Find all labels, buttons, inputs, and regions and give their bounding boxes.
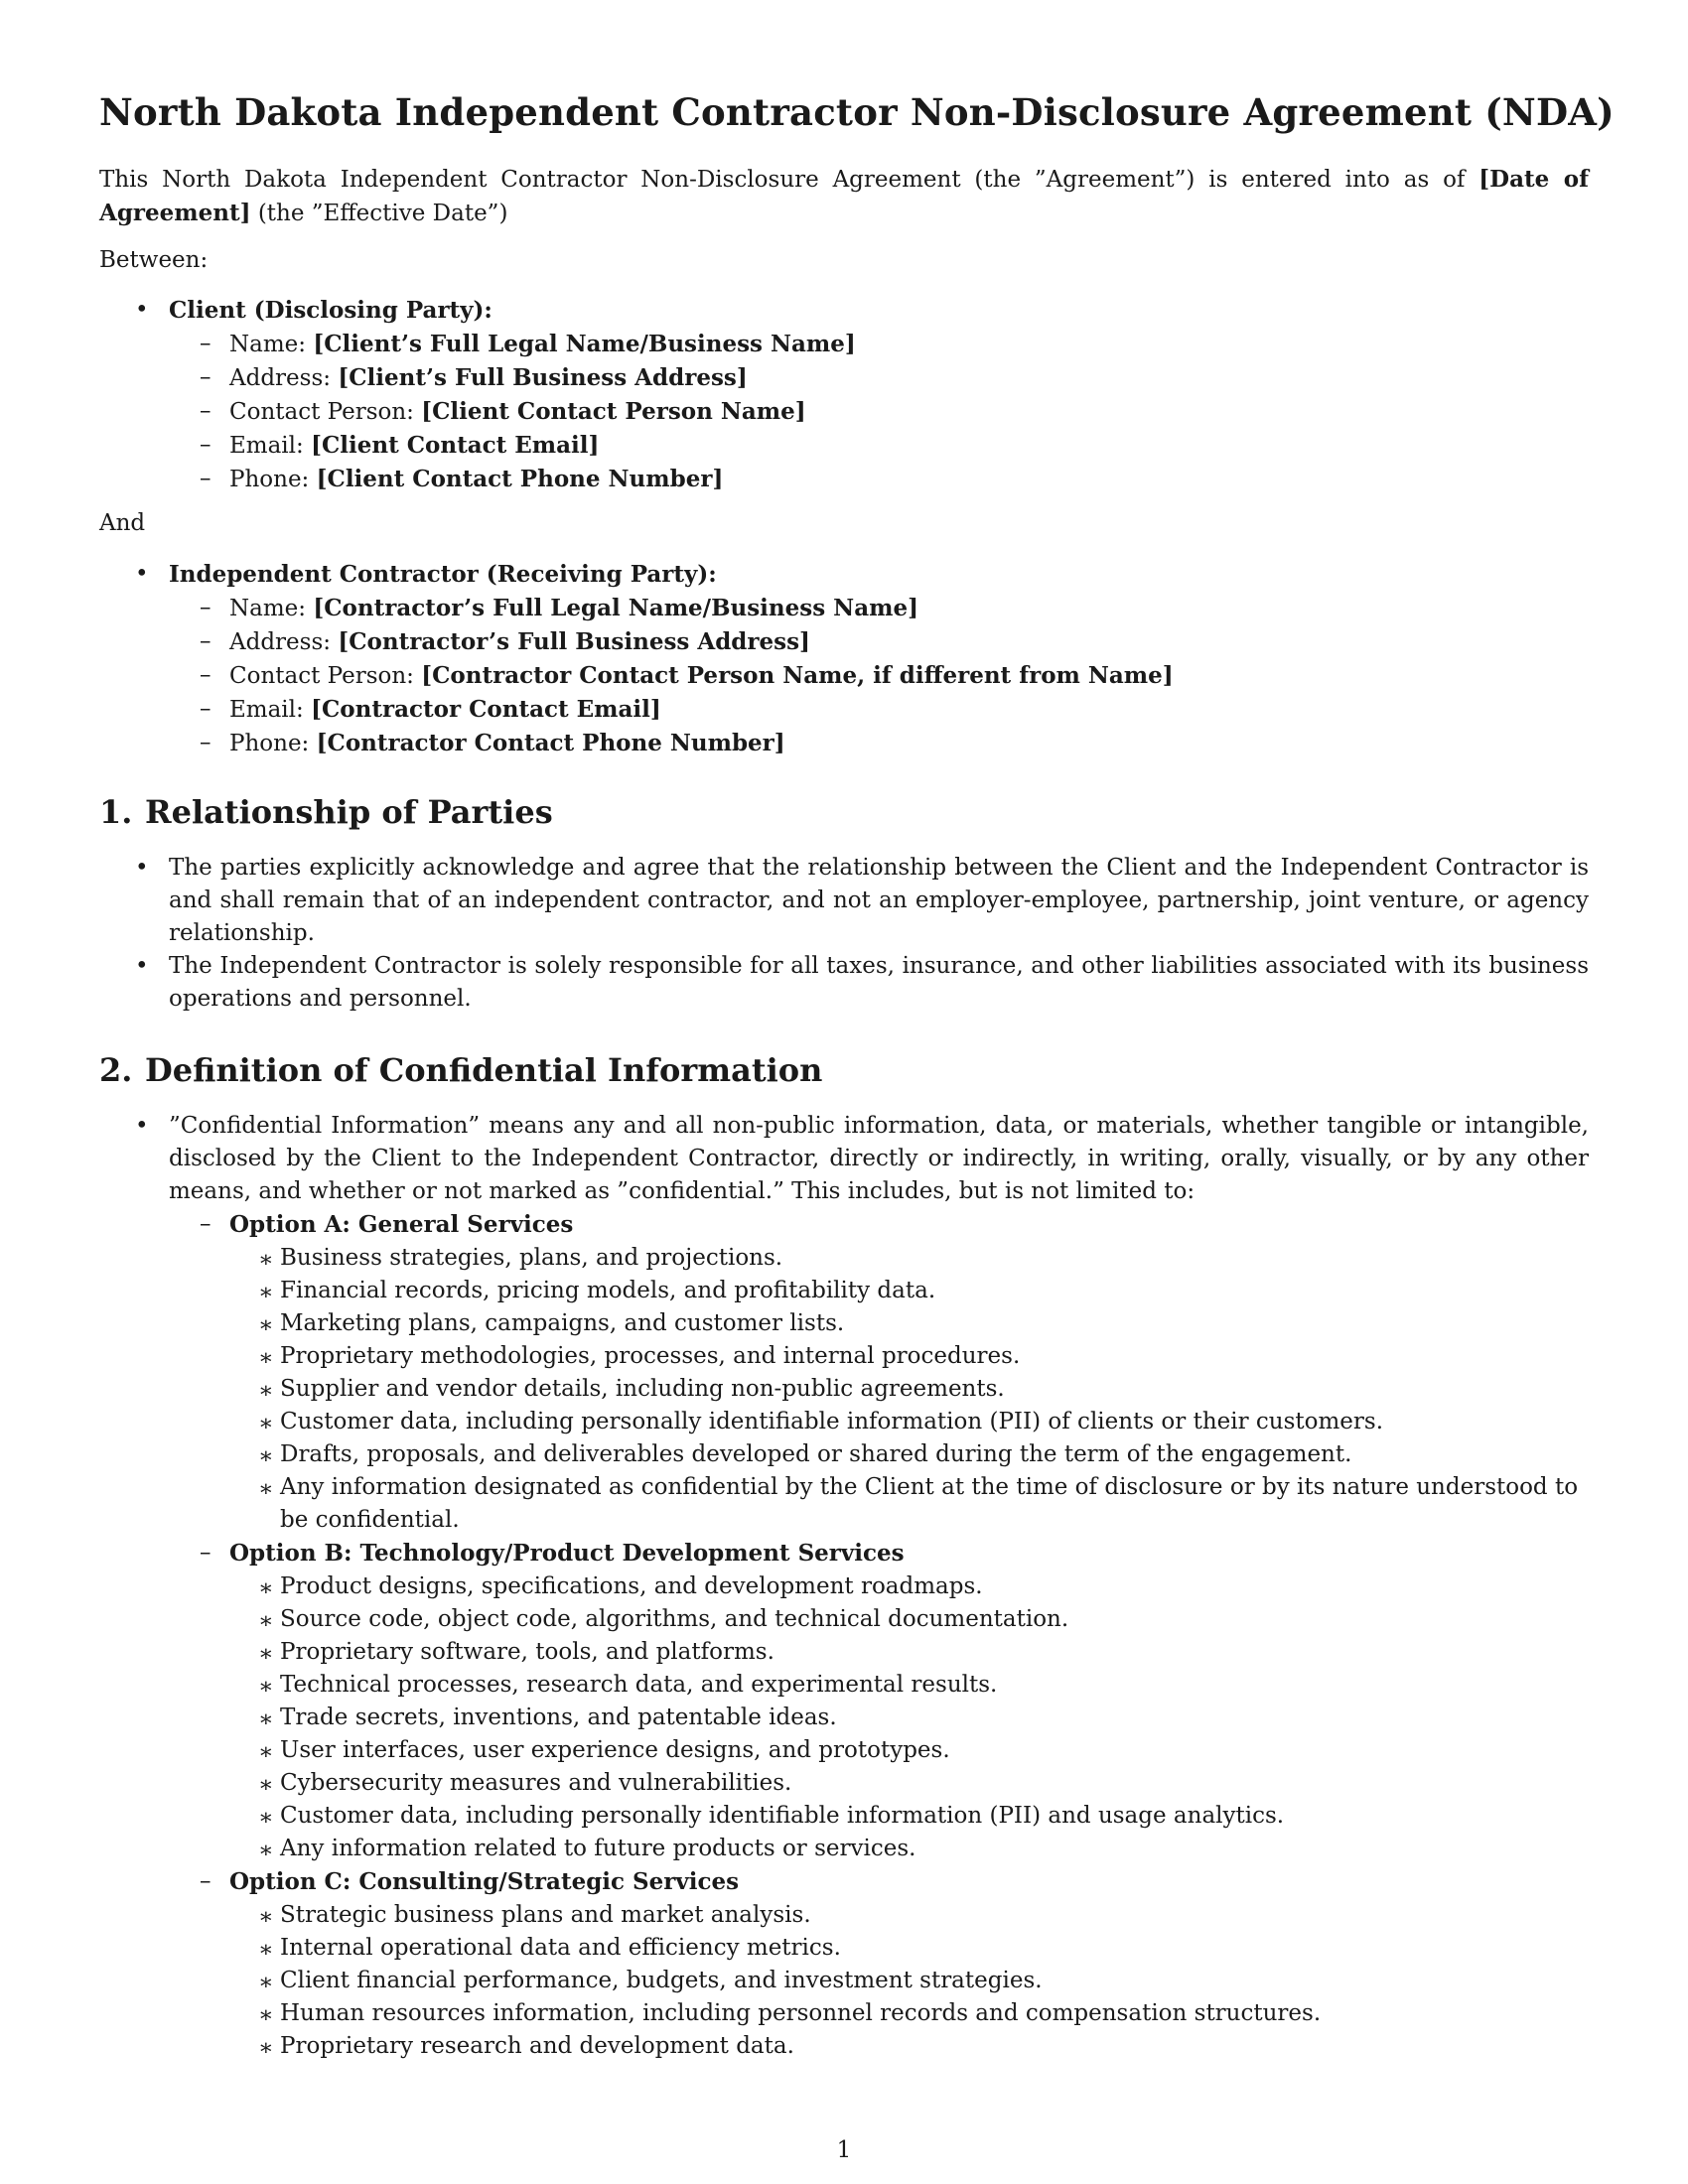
option-title: Option C: Consulting/Strategic Services (229, 1868, 740, 1895)
client-party-list (99, 294, 1589, 496)
bullet-star: ∗ (258, 1838, 274, 1863)
item-text: The Independent Contractor is solely responsible for all taxes, insurance, and other liabilities associated with its business operations and personnel. (169, 953, 1589, 1012)
bullet-dash: – (200, 1540, 211, 1566)
item-text: Proprietary research and development data. (280, 2033, 794, 2059)
item-text: Product designs, specifications, and development roadmaps. (280, 1573, 983, 1599)
list-item (229, 1734, 1589, 1767)
item-text: Marketing plans, campaigns, and customer lists. (280, 1310, 845, 1336)
bullet-star: ∗ (258, 1575, 274, 1601)
bullet-dash: – (200, 1868, 211, 1894)
list-item (229, 1242, 1589, 1275)
item-text: Technical processes, research data, and experimental results. (280, 1672, 998, 1698)
bullet-dash: – (200, 432, 211, 458)
field-label: Phone: (229, 467, 317, 492)
field-value: [Contractor’s Full Business Address] (338, 628, 810, 655)
field-value: [Client Contact Phone Number] (316, 466, 724, 492)
contractor-heading: Independent Contractor (Receiving Party): (169, 561, 717, 588)
bullet-dot: • (135, 953, 149, 979)
field-label: Name: (229, 332, 314, 357)
bullet-dash: – (200, 628, 211, 654)
field-label: Contact Person: (229, 663, 422, 689)
bullet-star: ∗ (258, 1904, 274, 1930)
option-b-items (229, 1570, 1589, 1865)
section-title: Definition of Confidential Information (145, 1051, 823, 1089)
list-item (229, 1965, 1589, 1997)
bullet-star: ∗ (258, 1476, 274, 1502)
bullet-dash: – (200, 466, 211, 491)
bullet-star: ∗ (258, 1378, 274, 1404)
contractor-field-email (169, 693, 1589, 727)
list-item (229, 1899, 1589, 1932)
item-text: Customer data, including personally identifiable information (PII) and usage analytics. (280, 1803, 1285, 1829)
bullet-star: ∗ (258, 1970, 274, 1995)
bullet-dot: • (135, 561, 149, 587)
client-field-name (169, 328, 1589, 361)
bullet-star: ∗ (258, 1411, 274, 1436)
item-text: Human resources information, including personnel records and compensation structures. (280, 2000, 1322, 2026)
bullet-dash: – (200, 730, 211, 755)
contractor-field-contact (169, 659, 1589, 693)
between-label: Between: (99, 247, 209, 273)
bullet-dash: – (200, 662, 211, 688)
list-item (229, 1307, 1589, 1340)
item-text: Internal operational data and efficiency metrics. (280, 1935, 841, 1961)
list-item (229, 2030, 1589, 2063)
item-text: Proprietary methodologies, processes, and internal procedures. (280, 1343, 1021, 1369)
field-label: Address: (229, 365, 339, 391)
client-party (99, 294, 1589, 496)
client-heading: Client (Disclosing Party): (169, 297, 492, 324)
section-1-heading (99, 790, 553, 834)
item-text: Source code, object code, algorithms, and technical documentation. (280, 1606, 1069, 1632)
date-placeholder: [Date of Agreement] (99, 166, 1589, 226)
bullet-star: ∗ (258, 1772, 274, 1798)
field-value: [Contractor Contact Phone Number] (316, 730, 785, 756)
bullet-star: ∗ (258, 1280, 274, 1305)
list-item (229, 1471, 1589, 1537)
item-text: Business strategies, plans, and projections. (280, 1245, 783, 1271)
list-item (99, 950, 1589, 1016)
item-text: Drafts, proposals, and deliverables developed or shared during the term of the engagement. (280, 1441, 1352, 1467)
bullet-dash: – (200, 595, 211, 620)
section-2-list (99, 1110, 1589, 2063)
option-c-items (229, 1899, 1589, 2063)
bullet-dash: – (200, 1211, 211, 1237)
bullet-dot: • (135, 297, 149, 323)
option-title: Option B: Technology/Product Development Services (229, 1540, 905, 1567)
bullet-star: ∗ (258, 1443, 274, 1469)
document-page (99, 0, 1615, 2184)
bullet-star: ∗ (258, 1345, 274, 1371)
field-label: Name: (229, 596, 314, 621)
item-text: Proprietary software, tools, and platforms. (280, 1639, 774, 1665)
bullet-dash: – (200, 364, 211, 390)
section-2-heading (99, 1048, 822, 1092)
page-number: 1 (836, 2137, 852, 2163)
item-text: Customer data, including personally identifiable information (PII) of clients or their customers. (280, 1409, 1384, 1434)
list-item (229, 1833, 1589, 1865)
bullet-star: ∗ (258, 2002, 274, 2028)
list-item (229, 1438, 1589, 1471)
field-label: Phone: (229, 731, 317, 756)
contractor-party-list (99, 558, 1589, 760)
bullet-dash: – (200, 696, 211, 722)
option-b (169, 1537, 1589, 1865)
bullet-star: ∗ (258, 1706, 274, 1732)
option-a-items (229, 1242, 1589, 1537)
options-list (169, 1208, 1589, 2063)
section-1-list (99, 852, 1589, 1016)
bullet-star: ∗ (258, 1739, 274, 1765)
item-text: Cybersecurity measures and vulnerabilities. (280, 1770, 792, 1796)
list-item (229, 1767, 1589, 1800)
list-item (229, 1603, 1589, 1636)
list-item (229, 1932, 1589, 1965)
bullet-star: ∗ (258, 1805, 274, 1831)
bullet-star: ∗ (258, 1674, 274, 1700)
bullet-dash: – (200, 398, 211, 424)
list-item (229, 1275, 1589, 1307)
field-value: [Client Contact Email] (311, 432, 600, 459)
intro-suffix: (the ”Effective Date”) (250, 201, 508, 226)
item-text: Financial records, pricing models, and profitability data. (280, 1278, 936, 1303)
option-a (169, 1208, 1589, 1537)
field-label: Email: (229, 697, 312, 723)
list-item (229, 1702, 1589, 1734)
field-label: Address: (229, 629, 339, 655)
field-label: Contact Person: (229, 399, 422, 425)
bullet-star: ∗ (258, 1312, 274, 1338)
section-number: 1. (99, 793, 133, 831)
intro-paragraph (99, 163, 1589, 230)
field-label: Email: (229, 433, 312, 459)
list-item (229, 1800, 1589, 1833)
list-item (229, 1570, 1589, 1603)
client-field-contact (169, 395, 1589, 429)
contractor-party (99, 558, 1589, 760)
bullet-star: ∗ (258, 1608, 274, 1634)
and-label: And (99, 510, 146, 536)
item-text: Trade secrets, inventions, and patentable ideas. (280, 1705, 837, 1730)
bullet-star: ∗ (258, 1937, 274, 1963)
list-item (229, 1406, 1589, 1438)
bullet-dash: – (200, 331, 211, 356)
item-text: Any information related to future products or services. (280, 1836, 916, 1861)
field-value: [Client’s Full Legal Name/Business Name] (313, 331, 856, 357)
client-field-address (169, 361, 1589, 395)
field-value: [Client Contact Person Name] (421, 398, 806, 425)
confidential-definition (99, 1110, 1589, 2063)
bullet-star: ∗ (258, 1641, 274, 1667)
definition-text: ”Confidential Information” means any and all non-public information, data, or materials, whether tangible or intangible, disclosed by the Client to the Independent Contractor, directly or indirectly, in writing, orally, visually, or by any other means, and whether or not marked as ”confidential.” This includes, but is not limited to: (169, 1113, 1589, 1204)
section-number: 2. (99, 1051, 133, 1089)
field-value: [Contractor Contact Person Name, if different from Name] (421, 662, 1174, 689)
list-item (229, 1636, 1589, 1669)
list-item (229, 1669, 1589, 1702)
list-item (229, 1373, 1589, 1406)
field-value: [Contractor Contact Email] (311, 696, 661, 723)
section-title: Relationship of Parties (145, 793, 553, 831)
intro-text: This North Dakota Independent Contractor Non-Disclosure Agreement (the ”Agreement”) is entered into as of (99, 167, 1479, 193)
item-text: Strategic business plans and market analysis. (280, 1902, 811, 1928)
client-fields (169, 328, 1589, 496)
bullet-dot: • (135, 1113, 149, 1139)
list-item (229, 1340, 1589, 1373)
option-title: Option A: General Services (229, 1211, 574, 1238)
client-field-email (169, 429, 1589, 463)
document-title: North Dakota Independent Contractor Non-Disclosure Agreement (NDA) (99, 90, 1615, 134)
bullet-star: ∗ (258, 1247, 274, 1273)
client-field-phone (169, 463, 1589, 496)
list-item (99, 852, 1589, 950)
list-item (229, 1997, 1589, 2030)
item-text: Any information designated as confidential by the Client at the time of disclosure or by its nature understood to be confidential. (280, 1474, 1579, 1533)
field-value: [Client’s Full Business Address] (338, 364, 748, 391)
contractor-field-phone (169, 727, 1589, 760)
item-text: Client financial performance, budgets, and investment strategies. (280, 1968, 1043, 1993)
bullet-star: ∗ (258, 2035, 274, 2061)
item-text: Supplier and vendor details, including non-public agreements. (280, 1376, 1005, 1402)
field-value: [Contractor’s Full Legal Name/Business Name] (313, 595, 918, 621)
option-c (169, 1865, 1589, 2063)
contractor-field-name (169, 592, 1589, 625)
item-text: User interfaces, user experience designs, and prototypes. (280, 1737, 950, 1763)
item-text: The parties explicitly acknowledge and agree that the relationship between the Client and the Independent Contractor is and shall remain that of an independent contractor, and not an employer-employee, partnership, joint venture, or agency relationship. (169, 855, 1589, 946)
bullet-dot: • (135, 855, 149, 881)
contractor-field-address (169, 625, 1589, 659)
contractor-fields (169, 592, 1589, 760)
